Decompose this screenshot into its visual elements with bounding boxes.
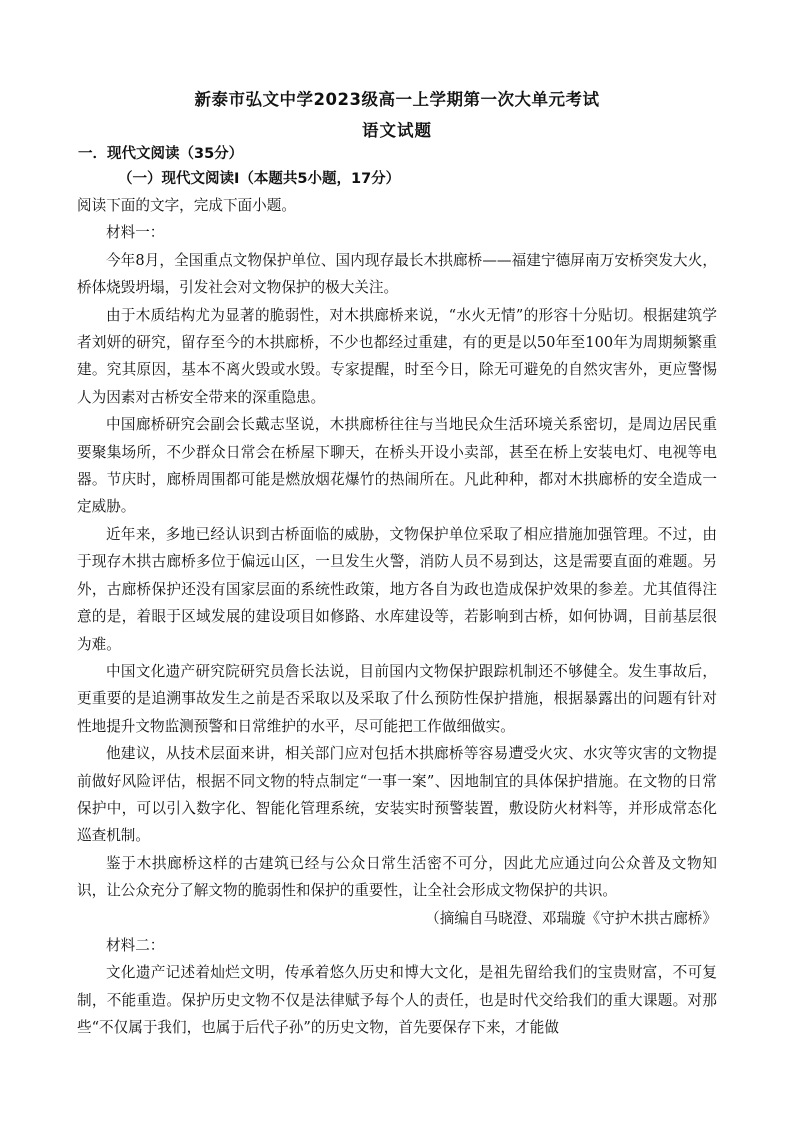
material-one-paragraph: 他建议，从技术层面来讲，相关部门应对包括木拱廊桥等容易遭受火灾、水灾等灾害的文物提前做好风险评估，根据不同文物的特点制定“一事一案”、因地制宜的具体保护措施。在文物的日常保护中，可以引入数字化、智能化管理系统，安装实时预警装置，敷设防火材料等，并形成常态化巡查机制。 <box>77 745 717 845</box>
instruction-text: 阅读下面的文字，完成下面小题。 <box>77 197 296 214</box>
material-one-paragraph: 中国文化遗产研究院研究员詹长法说，目前国内文物保护跟踪机制还不够健全。发生事故后，更重要的是追溯事故发生之前是否采取以及采取了什么预防性保护措施，根据暴露出的问题有针对性地提升文物监测预警和日常维护的水平，尽可能把工作做细做实。 <box>77 662 717 735</box>
material-one-source: （摘编自马晓澄、邓瑞璇《守护木拱古廊桥》 <box>425 909 717 927</box>
material-one-paragraph: 近年来，多地已经认识到古桥面临的威胁，文物保护单位采取了相应措施加强管理。不过，由于现存木拱古廊桥多位于偏远山区，一旦发生火警，消防人员不易到达，这是需要直面的难题。另外，古廊桥保护还没有国家层面的系统性政策，地方各自为政也造成保护效果的参差。尤其值得注意的是，着眼于区域发展的建设项目如修路、水库建设等，若影响到古桥，如何协调，目前基层很为难。 <box>77 525 717 653</box>
material-two-label: 材料二： <box>106 936 165 954</box>
material-one-paragraph: 中国廊桥研究会副会长戴志坚说，木拱廊桥往往与当地民众生活环境关系密切，是周边居民重要聚集场所，不少群众日常会在桥屋下聊天，在桥头开设小卖部，甚至在桥上安装电灯、电视等电器。节庆时，廊桥周围都可能是燃放烟花爆竹的热闹所在。凡此种种，都对木拱廊桥的安全造成一定威胁。 <box>77 416 717 516</box>
material-one-label: 材料一： <box>106 224 165 242</box>
material-two-paragraph: 文化遗产记述着灿烂文明，传承着悠久历史和博大文化，是祖先留给我们的宝贵财富，不可复制，不能重造。保护历史文物不仅是法律赋予每个人的责任，也是时代交给我们的重大课题。对那些“不仅属于我们，也属于后代子孙”的历史文物，首先要保存下来，才能做 <box>77 964 717 1037</box>
material-one-paragraph: 今年8月，全国重点文物保护单位、国内现存最长木拱廊桥——福建宁德屏南万安桥突发大火，桥体烧毁坍塌，引发社会对文物保护的极大关注。 <box>77 251 717 297</box>
exam-subtitle: 语文试题 <box>362 121 432 140</box>
material-one-paragraph: 鉴于木拱廊桥这样的古建筑已经与公众日常生活密不可分，因此尤应通过向公众普及文物知识，让公众充分了解文物的脆弱性和保护的重要性，让全社会形成文物保护的共识。 <box>77 854 717 900</box>
section-heading: 一．现代文阅读（35分） <box>78 146 244 162</box>
subsection-heading: （一）现代文阅读Ⅰ（本题共5小题，17分） <box>118 171 401 187</box>
exam-title: 新泰市弘文中学2023级高一上学期第一次大单元考试 <box>194 90 600 109</box>
material-one-paragraph: 由于木质结构尤为显著的脆弱性，对木拱廊桥来说，“水火无情”的形容十分贴切。根据建筑学者刘妍的研究，留存至今的木拱廊桥，不少也都经过重建，有的更是以50年至100年为周期频繁重建。究其原因，基本不离火毁或水毁。专家提醒，时至今日，除无可避免的自然灾害外，更应警惕人为因素对古桥安全带来的深重隐患。 <box>77 306 717 406</box>
reading-passage <box>77 192 717 1042</box>
